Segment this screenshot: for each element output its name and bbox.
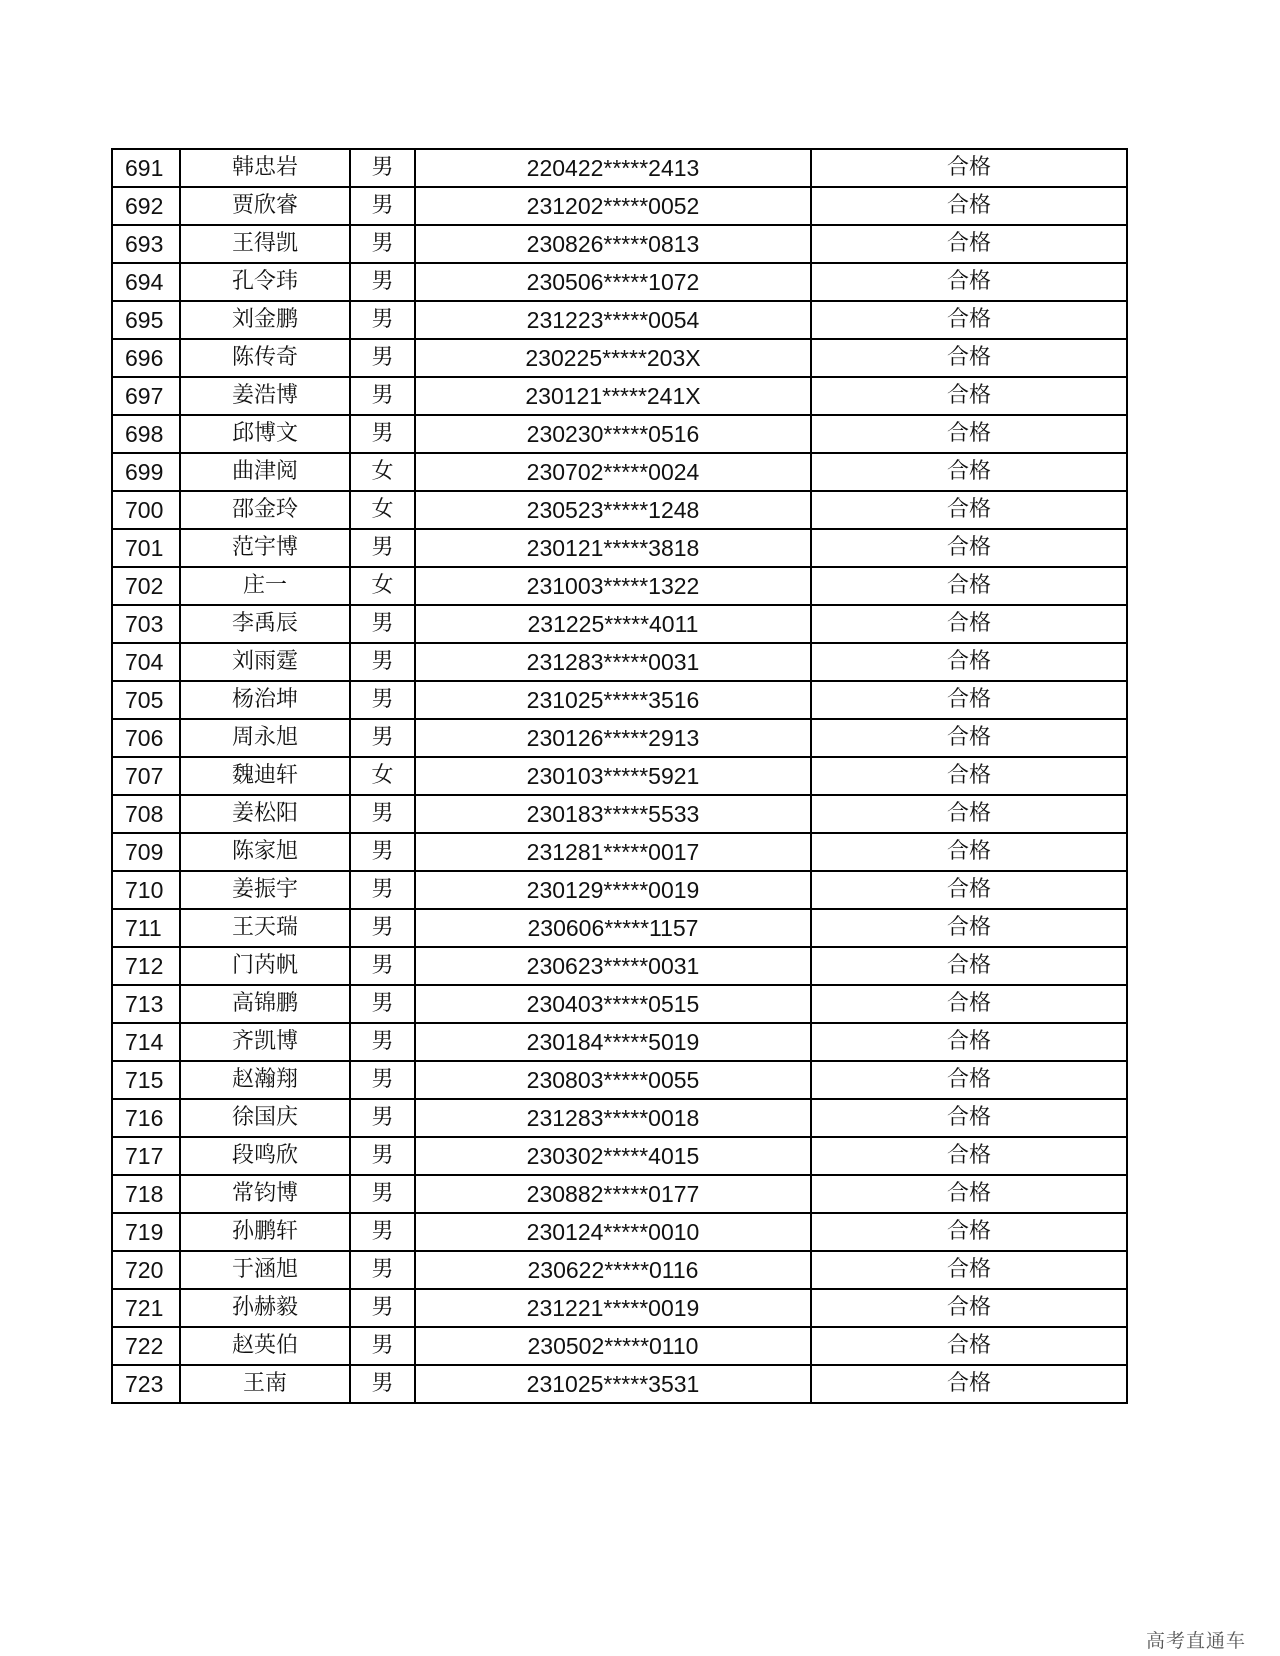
id-number: 230302*****4015 (415, 1137, 811, 1175)
table-row (112, 1061, 1127, 1099)
candidate-gender: 男 (350, 719, 415, 757)
candidate-name: 姜松阳 (180, 795, 350, 833)
id-number: 230103*****5921 (415, 757, 811, 795)
result-status: 合格 (811, 985, 1127, 1023)
candidate-gender: 男 (350, 149, 415, 187)
row-number: 714 (112, 1023, 180, 1061)
id-number: 230126*****2913 (415, 719, 811, 757)
table-row (112, 1099, 1127, 1137)
row-number: 703 (112, 605, 180, 643)
candidate-gender: 男 (350, 1099, 415, 1137)
row-number: 700 (112, 491, 180, 529)
candidate-name: 韩忠岩 (180, 149, 350, 187)
row-number: 711 (112, 909, 180, 947)
result-status: 合格 (811, 1061, 1127, 1099)
table-row (112, 909, 1127, 947)
result-status: 合格 (811, 453, 1127, 491)
id-number: 231025*****3516 (415, 681, 811, 719)
candidate-gender: 男 (350, 225, 415, 263)
roster-body (112, 149, 1127, 1403)
candidate-gender: 男 (350, 605, 415, 643)
table-row (112, 1327, 1127, 1365)
candidate-gender: 男 (350, 301, 415, 339)
id-number: 230523*****1248 (415, 491, 811, 529)
candidate-gender: 男 (350, 1289, 415, 1327)
id-number: 230702*****0024 (415, 453, 811, 491)
table-row (112, 643, 1127, 681)
table-row (112, 719, 1127, 757)
result-status: 合格 (811, 225, 1127, 263)
id-number: 230403*****0515 (415, 985, 811, 1023)
row-number: 705 (112, 681, 180, 719)
row-number: 695 (112, 301, 180, 339)
candidate-name: 常钧博 (180, 1175, 350, 1213)
row-number: 698 (112, 415, 180, 453)
result-status: 合格 (811, 1327, 1127, 1365)
id-number: 231202*****0052 (415, 187, 811, 225)
candidate-name: 徐国庆 (180, 1099, 350, 1137)
candidate-gender: 女 (350, 567, 415, 605)
table-row (112, 1289, 1127, 1327)
candidate-name: 刘金鹏 (180, 301, 350, 339)
table-row (112, 833, 1127, 871)
row-number: 712 (112, 947, 180, 985)
candidate-gender: 男 (350, 985, 415, 1023)
candidate-gender: 女 (350, 757, 415, 795)
candidate-name: 姜振宇 (180, 871, 350, 909)
result-status: 合格 (811, 301, 1127, 339)
id-number: 231283*****0018 (415, 1099, 811, 1137)
id-number: 230803*****0055 (415, 1061, 811, 1099)
result-status: 合格 (811, 1213, 1127, 1251)
candidate-gender: 男 (350, 529, 415, 567)
candidate-gender: 男 (350, 377, 415, 415)
table-row (112, 947, 1127, 985)
candidate-gender: 男 (350, 681, 415, 719)
result-status: 合格 (811, 491, 1127, 529)
result-status: 合格 (811, 605, 1127, 643)
result-status: 合格 (811, 187, 1127, 225)
result-status: 合格 (811, 529, 1127, 567)
table-row (112, 301, 1127, 339)
row-number: 716 (112, 1099, 180, 1137)
table-row (112, 757, 1127, 795)
candidate-gender: 女 (350, 453, 415, 491)
candidate-name: 孙赫毅 (180, 1289, 350, 1327)
candidate-name: 李禹辰 (180, 605, 350, 643)
id-number: 220422*****2413 (415, 149, 811, 187)
candidate-name: 于涵旭 (180, 1251, 350, 1289)
table-row (112, 1251, 1127, 1289)
row-number: 710 (112, 871, 180, 909)
table-row (112, 187, 1127, 225)
id-number: 230124*****0010 (415, 1213, 811, 1251)
row-number: 699 (112, 453, 180, 491)
roster-table (111, 148, 1128, 1404)
id-number: 230121*****241X (415, 377, 811, 415)
id-number: 231025*****3531 (415, 1365, 811, 1403)
id-number: 230606*****1157 (415, 909, 811, 947)
candidate-name: 杨治坤 (180, 681, 350, 719)
result-status: 合格 (811, 909, 1127, 947)
candidate-gender: 男 (350, 263, 415, 301)
result-status: 合格 (811, 567, 1127, 605)
id-number: 230184*****5019 (415, 1023, 811, 1061)
row-number: 713 (112, 985, 180, 1023)
table-row (112, 263, 1127, 301)
result-status: 合格 (811, 757, 1127, 795)
table-row (112, 339, 1127, 377)
candidate-gender: 男 (350, 947, 415, 985)
candidate-gender: 男 (350, 643, 415, 681)
row-number: 697 (112, 377, 180, 415)
table-row (112, 453, 1127, 491)
candidate-name: 庄一 (180, 567, 350, 605)
id-number: 230623*****0031 (415, 947, 811, 985)
table-row (112, 529, 1127, 567)
row-number: 721 (112, 1289, 180, 1327)
result-status: 合格 (811, 1099, 1127, 1137)
result-status: 合格 (811, 1137, 1127, 1175)
result-status: 合格 (811, 833, 1127, 871)
candidate-gender: 男 (350, 1213, 415, 1251)
id-number: 230826*****0813 (415, 225, 811, 263)
result-status: 合格 (811, 149, 1127, 187)
row-number: 708 (112, 795, 180, 833)
watermark-text: 高考直通车 (1145, 1630, 1246, 1652)
id-number: 230882*****0177 (415, 1175, 811, 1213)
row-number: 718 (112, 1175, 180, 1213)
candidate-name: 段鸣欣 (180, 1137, 350, 1175)
candidate-name: 范宇博 (180, 529, 350, 567)
table-row (112, 1365, 1127, 1403)
table-row (112, 377, 1127, 415)
table-row (112, 225, 1127, 263)
candidate-name: 王得凯 (180, 225, 350, 263)
candidate-name: 贾欣睿 (180, 187, 350, 225)
candidate-name: 邱博文 (180, 415, 350, 453)
id-number: 231283*****0031 (415, 643, 811, 681)
row-number: 706 (112, 719, 180, 757)
candidate-name: 陈家旭 (180, 833, 350, 871)
candidate-gender: 男 (350, 187, 415, 225)
table-row (112, 149, 1127, 187)
row-number: 720 (112, 1251, 180, 1289)
id-number: 230506*****1072 (415, 263, 811, 301)
candidate-gender: 男 (350, 1061, 415, 1099)
candidate-gender: 男 (350, 795, 415, 833)
id-number: 230225*****203X (415, 339, 811, 377)
row-number: 691 (112, 149, 180, 187)
candidate-name: 赵瀚翔 (180, 1061, 350, 1099)
candidate-name: 王南 (180, 1365, 350, 1403)
result-status: 合格 (811, 263, 1127, 301)
result-status: 合格 (811, 795, 1127, 833)
result-status: 合格 (811, 947, 1127, 985)
candidate-gender: 男 (350, 1023, 415, 1061)
candidate-gender: 男 (350, 1175, 415, 1213)
table-row (112, 1213, 1127, 1251)
candidate-name: 孙鹏轩 (180, 1213, 350, 1251)
candidate-gender: 男 (350, 1365, 415, 1403)
row-number: 717 (112, 1137, 180, 1175)
id-number: 231225*****4011 (415, 605, 811, 643)
candidate-name: 周永旭 (180, 719, 350, 757)
row-number: 692 (112, 187, 180, 225)
result-status: 合格 (811, 1023, 1127, 1061)
candidate-name: 陈传奇 (180, 339, 350, 377)
result-status: 合格 (811, 1251, 1127, 1289)
id-number: 230129*****0019 (415, 871, 811, 909)
table-row (112, 681, 1127, 719)
id-number: 231003*****1322 (415, 567, 811, 605)
table-row (112, 605, 1127, 643)
id-number: 230622*****0116 (415, 1251, 811, 1289)
result-status: 合格 (811, 719, 1127, 757)
id-number: 231223*****0054 (415, 301, 811, 339)
candidate-gender: 男 (350, 833, 415, 871)
candidate-gender: 男 (350, 1251, 415, 1289)
table-row (112, 1137, 1127, 1175)
table-row (112, 567, 1127, 605)
row-number: 693 (112, 225, 180, 263)
result-status: 合格 (811, 643, 1127, 681)
result-status: 合格 (811, 1175, 1127, 1213)
candidate-name: 齐凯博 (180, 1023, 350, 1061)
table-row (112, 985, 1127, 1023)
table-row (112, 871, 1127, 909)
row-number: 704 (112, 643, 180, 681)
id-number: 230502*****0110 (415, 1327, 811, 1365)
row-number: 696 (112, 339, 180, 377)
result-status: 合格 (811, 415, 1127, 453)
row-number: 709 (112, 833, 180, 871)
result-status: 合格 (811, 339, 1127, 377)
table-row (112, 491, 1127, 529)
id-number: 230183*****5533 (415, 795, 811, 833)
candidate-gender: 男 (350, 415, 415, 453)
table-row (112, 795, 1127, 833)
id-number: 231221*****0019 (415, 1289, 811, 1327)
id-number: 231281*****0017 (415, 833, 811, 871)
candidate-name: 孔令玮 (180, 263, 350, 301)
id-number: 230230*****0516 (415, 415, 811, 453)
row-number: 701 (112, 529, 180, 567)
candidate-name: 曲津阅 (180, 453, 350, 491)
candidate-gender: 男 (350, 1327, 415, 1365)
candidate-name: 门芮帆 (180, 947, 350, 985)
candidate-name: 刘雨霆 (180, 643, 350, 681)
row-number: 722 (112, 1327, 180, 1365)
candidate-gender: 男 (350, 871, 415, 909)
candidate-name: 赵英伯 (180, 1327, 350, 1365)
candidate-gender: 男 (350, 339, 415, 377)
id-number: 230121*****3818 (415, 529, 811, 567)
candidate-name: 魏迪轩 (180, 757, 350, 795)
row-number: 707 (112, 757, 180, 795)
table-row (112, 415, 1127, 453)
row-number: 715 (112, 1061, 180, 1099)
table-row (112, 1175, 1127, 1213)
candidate-gender: 男 (350, 1137, 415, 1175)
result-status: 合格 (811, 1365, 1127, 1403)
candidate-name: 高锦鹏 (180, 985, 350, 1023)
row-number: 723 (112, 1365, 180, 1403)
result-status: 合格 (811, 681, 1127, 719)
candidate-name: 邵金玲 (180, 491, 350, 529)
row-number: 719 (112, 1213, 180, 1251)
candidate-gender: 男 (350, 909, 415, 947)
candidate-name: 王天瑞 (180, 909, 350, 947)
table-row (112, 1023, 1127, 1061)
row-number: 702 (112, 567, 180, 605)
result-status: 合格 (811, 871, 1127, 909)
candidate-name: 姜浩博 (180, 377, 350, 415)
result-status: 合格 (811, 1289, 1127, 1327)
candidate-gender: 女 (350, 491, 415, 529)
result-status: 合格 (811, 377, 1127, 415)
row-number: 694 (112, 263, 180, 301)
